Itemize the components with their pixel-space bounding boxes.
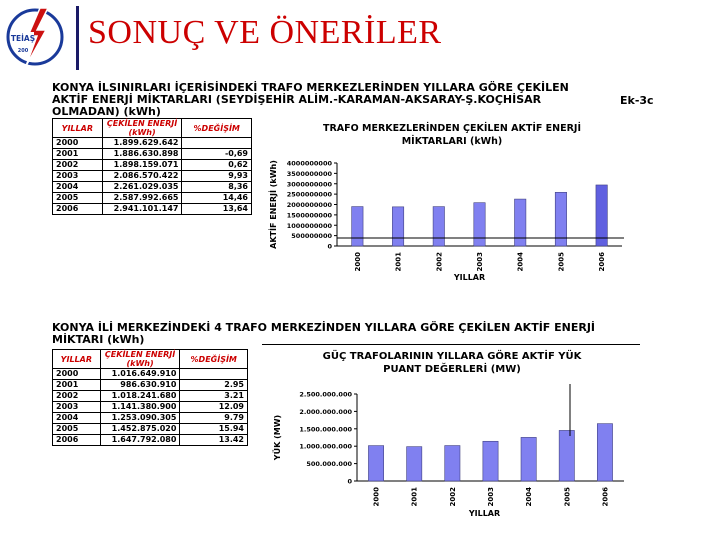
- bar-2004: [515, 199, 526, 246]
- title-divider: [76, 6, 79, 70]
- chart2-plot: [262, 344, 642, 524]
- teias-logo: [4, 6, 66, 68]
- year-cell: 2000: [53, 138, 103, 149]
- col-header-change: %DEĞİŞİM: [182, 119, 252, 138]
- y-axis-title: YÜK (MW): [273, 414, 282, 461]
- energy-cell: 1.898.159.071: [102, 160, 182, 171]
- year-cell: 2002: [53, 160, 103, 171]
- energy-cell: 1.018.241.680: [100, 391, 180, 402]
- change-cell: [180, 369, 248, 380]
- table-row: [53, 204, 252, 215]
- x-tick-label: 2005: [563, 487, 572, 507]
- energy-cell: 1.899.629.642: [102, 138, 182, 149]
- table-row: [53, 171, 252, 182]
- x-tick-label: 2000: [353, 252, 362, 272]
- change-cell: [182, 138, 252, 149]
- y-tick-label: 1500000000: [286, 211, 332, 220]
- table-header-row: [53, 350, 248, 369]
- y-tick-label: 2500000000: [286, 190, 332, 199]
- change-cell: 13,64: [182, 204, 252, 215]
- y-tick-label: 1.000.000.000: [299, 442, 352, 451]
- y-tick-label: 1.500.000.000: [299, 425, 352, 434]
- table-row: [53, 435, 248, 446]
- year-cell: 2005: [53, 193, 103, 204]
- year-cell: 2003: [53, 171, 103, 182]
- col-header-years: YILLAR: [53, 119, 103, 138]
- table-row: [53, 380, 248, 391]
- change-cell: 12.09: [180, 402, 248, 413]
- y-tick-label: 3000000000: [286, 180, 332, 189]
- top-heading-line-1: KONYA İLSINIRLARI İÇERİSİNDEKİ TRAFO MERKEZLERİNDEN YILLARA GÖRE ÇEKİLEN: [52, 81, 569, 94]
- y-tick-label: 2.500.000.000: [299, 390, 352, 399]
- bar-2006: [597, 424, 612, 481]
- change-cell: 14,46: [182, 193, 252, 204]
- x-tick-label: 2006: [598, 252, 607, 272]
- energy-cell: 2.261.029.035: [102, 182, 182, 193]
- change-cell: 8,36: [182, 182, 252, 193]
- y-axis-title: AKTİF ENERJİ (kWh): [269, 160, 278, 249]
- x-tick-label: 2000: [372, 487, 381, 507]
- bar-2003: [483, 441, 498, 481]
- top-energy-table: [52, 118, 252, 215]
- table-row: [53, 149, 252, 160]
- chart1-plot: [262, 120, 642, 285]
- bottom-heading-line-2: MİKTARI (kWh): [52, 333, 145, 346]
- table-header-row: [53, 119, 252, 138]
- col-header-energy: ÇEKİLEN ENERJİ (kWh): [102, 119, 182, 138]
- change-cell: 9.79: [180, 413, 248, 424]
- bar-2003: [474, 203, 485, 246]
- year-cell: 2003: [53, 402, 101, 413]
- energy-cell: 1.452.875.020: [100, 424, 180, 435]
- x-axis-title: YILLAR: [453, 273, 486, 282]
- table-row: [53, 413, 248, 424]
- y-tick-label: 500000000: [291, 232, 332, 241]
- x-tick-label: 2002: [448, 487, 457, 507]
- table-row: [53, 138, 252, 149]
- x-tick-label: 2005: [557, 252, 566, 272]
- table-row: [53, 391, 248, 402]
- table-row: [53, 402, 248, 413]
- x-tick-label: 2004: [516, 252, 525, 272]
- x-tick-label: 2003: [476, 252, 484, 272]
- chart1-title-line: TRAFO MERKEZLERİNDEN ÇEKİLEN AKTİF ENERJİ MİKTARLARI (kWh): [323, 123, 581, 147]
- logo-subtext: 200: [17, 48, 29, 54]
- bar-2002: [445, 446, 460, 481]
- table-row: [53, 182, 252, 193]
- energy-cell: 2.941.101.147: [102, 204, 182, 215]
- x-tick-label: 2004: [525, 487, 534, 507]
- energy-cell: 1.886.630.898: [102, 149, 182, 160]
- change-cell: 3.21: [180, 391, 248, 402]
- bar-2004: [521, 437, 536, 481]
- y-tick-label: 0: [327, 242, 332, 251]
- table-row: [53, 424, 248, 435]
- logo-text: TEİAŞ: [10, 34, 36, 43]
- energy-cell: 986.630.910: [100, 380, 180, 391]
- x-tick-label: 2001: [394, 252, 403, 272]
- change-cell: 0,62: [182, 160, 252, 171]
- table-row: [53, 160, 252, 171]
- appendix-label: Ek-3c: [620, 94, 654, 107]
- top-heading-line-3: OLMADAN) (kWh): [52, 105, 161, 118]
- year-cell: 2005: [53, 424, 101, 435]
- bar-2000: [352, 207, 363, 246]
- x-tick-label: 2003: [487, 487, 495, 507]
- year-cell: 2001: [53, 149, 103, 160]
- change-cell: 13.42: [180, 435, 248, 446]
- energy-cell: 1.141.380.900: [100, 402, 180, 413]
- year-cell: 2006: [53, 204, 103, 215]
- top-energy-chart: [262, 120, 642, 285]
- year-cell: 2004: [53, 182, 103, 193]
- bar-2005: [559, 430, 574, 481]
- y-tick-label: 2.000.000.000: [299, 407, 352, 416]
- bottom-heading-line-1: KONYA İLİ MERKEZİNDEKİ 4 TRAFO MERKEZİNDEN YILLARA GÖRE ÇEKİLEN AKTİF ENERJİ: [52, 321, 596, 334]
- col-header-energy: ÇEKİLEN ENERJİ (kWh): [100, 350, 180, 369]
- top-heading-line-2: AKTİF ENERJİ MİKTARLARI (SEYDİŞEHİR ALİM.-KARAMAN-AKSARAY-Ş.KOÇHİSAR: [52, 93, 542, 106]
- col-header-years: YILLAR: [53, 350, 101, 369]
- change-cell: -0,69: [182, 149, 252, 160]
- bar-2001: [407, 447, 422, 481]
- change-cell: 15.94: [180, 424, 248, 435]
- table-row: [53, 193, 252, 204]
- energy-cell: 2.086.570.422: [102, 171, 182, 182]
- y-tick-label: 0: [347, 477, 352, 486]
- chart2-title-line: GÜÇ TRAFOLARININ YILLARA GÖRE AKTİF YÜK PUANT DEĞERLERİ (MW): [322, 351, 582, 375]
- bottom-load-chart: [262, 344, 642, 524]
- energy-cell: 1.016.649.910: [100, 369, 180, 380]
- year-cell: 2002: [53, 391, 101, 402]
- bar-2002: [433, 207, 444, 246]
- y-tick-label: 3500000000: [286, 169, 332, 178]
- y-tick-label: 500.000.000: [306, 460, 352, 469]
- x-tick-label: 2001: [410, 487, 419, 507]
- y-tick-label: 1000000000: [286, 221, 332, 230]
- x-tick-label: 2002: [435, 252, 444, 272]
- col-header-change: %DEĞİŞİM: [180, 350, 248, 369]
- slide-title: SONUÇ VE ÖNERİLER: [88, 14, 442, 51]
- year-cell: 2000: [53, 369, 101, 380]
- change-cell: 2.95: [180, 380, 248, 391]
- bar-2001: [392, 207, 403, 246]
- energy-cell: 1.647.792.080: [100, 435, 180, 446]
- year-cell: 2004: [53, 413, 101, 424]
- y-tick-label: 2000000000: [286, 201, 332, 209]
- x-axis-title: YILLAR: [468, 509, 501, 518]
- year-cell: 2006: [53, 435, 101, 446]
- energy-cell: 1.253.090.305: [100, 413, 180, 424]
- year-cell: 2001: [53, 380, 101, 391]
- change-cell: 9,93: [182, 171, 252, 182]
- table-row: [53, 369, 248, 380]
- x-tick-label: 2006: [601, 487, 610, 507]
- bar-2006: [596, 185, 607, 246]
- bottom-energy-table: [52, 349, 248, 446]
- bar-2000: [368, 446, 383, 481]
- energy-cell: 2.587.992.665: [102, 193, 182, 204]
- y-tick-label: 4000000000: [286, 159, 332, 168]
